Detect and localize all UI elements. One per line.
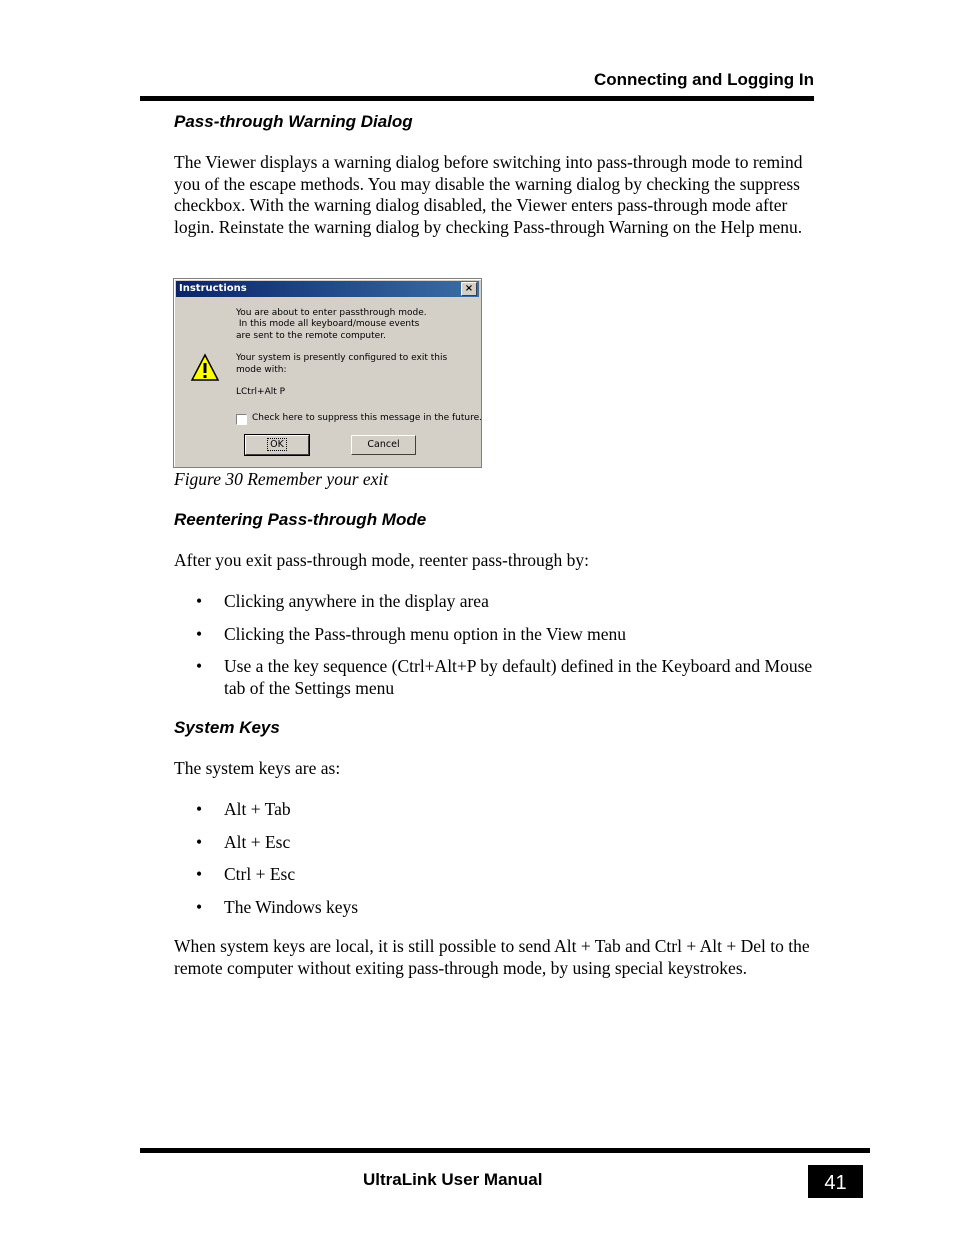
dialog-key-combo: LCtrl+Alt P <box>236 387 286 397</box>
ok-button[interactable] <box>245 435 309 455</box>
reentering-intro: After you exit pass-through mode, reenter pass-through by: <box>174 550 590 570</box>
list-item: • Ctrl + Esc <box>196 864 814 886</box>
dialog-title: Instructions <box>179 283 247 294</box>
instructions-dialog-screenshot <box>173 278 482 468</box>
figure-caption: Figure 30 Remember your exit <box>174 469 389 489</box>
dialog-titlebar <box>176 281 479 297</box>
system-keys-bullet-list <box>196 799 814 918</box>
section-heading-system-keys: System Keys <box>174 718 280 737</box>
dialog-line-3: are sent to the remote computer. <box>236 331 386 341</box>
system-keys-intro: The system keys are as: <box>174 758 341 778</box>
section-paragraph-warning: The Viewer displays a warning dialog before switching into pass-through mode to remind you of the escape methods. You may disable the warning dialog by checking the suppress checkbox. With the warning dialog disabled, the Viewer enters pass-through mode after login. Reinstate the warning dialog by checking Pass-through Warning on the Help menu. <box>174 152 803 237</box>
list-item: • Clicking anywhere in the display area <box>196 591 814 613</box>
list-item: • Use a the key sequence (Ctrl+Alt+P by default) defined in the Keyboard and Mouse tab of the Settings menu <box>196 656 814 699</box>
close-icon[interactable]: × <box>461 282 477 296</box>
running-header: Connecting and Logging In <box>593 70 814 89</box>
header-rule <box>140 96 814 101</box>
dialog-line-1: You are about to enter passthrough mode. <box>236 308 427 318</box>
list-item: • Alt + Tab <box>196 799 814 821</box>
warning-icon <box>190 353 220 383</box>
running-footer: UltraLink User Manual <box>363 1170 543 1189</box>
section-heading-pass-through-warning: Pass-through Warning Dialog <box>174 112 413 131</box>
cancel-button[interactable]: Cancel <box>351 435 416 455</box>
list-item: • Clicking the Pass-through menu option in the View menu <box>196 624 814 646</box>
suppress-checkbox[interactable] <box>236 414 247 425</box>
page-number: 41 <box>808 1165 863 1198</box>
ok-button-label: OK <box>267 438 287 451</box>
dialog-line-4: Your system is presently configured to exit this <box>236 353 448 363</box>
list-item: • The Windows keys <box>196 897 814 919</box>
system-keys-closing: When system keys are local, it is still possible to send Alt + Tab and Ctrl + Alt + Del to the remote computer without exiting pass-through mode, by using special keystrokes. <box>174 936 810 978</box>
section-heading-reentering: Reentering Pass-through Mode <box>174 510 427 529</box>
suppress-checkbox-label: Check here to suppress this message in the future. <box>252 413 482 423</box>
dialog-line-5: mode with: <box>236 365 287 375</box>
list-item: • Alt + Esc <box>196 832 814 854</box>
dialog-line-2: In this mode all keyboard/mouse events <box>236 319 420 329</box>
reentering-bullet-list <box>196 591 814 699</box>
footer-rule <box>140 1148 870 1153</box>
